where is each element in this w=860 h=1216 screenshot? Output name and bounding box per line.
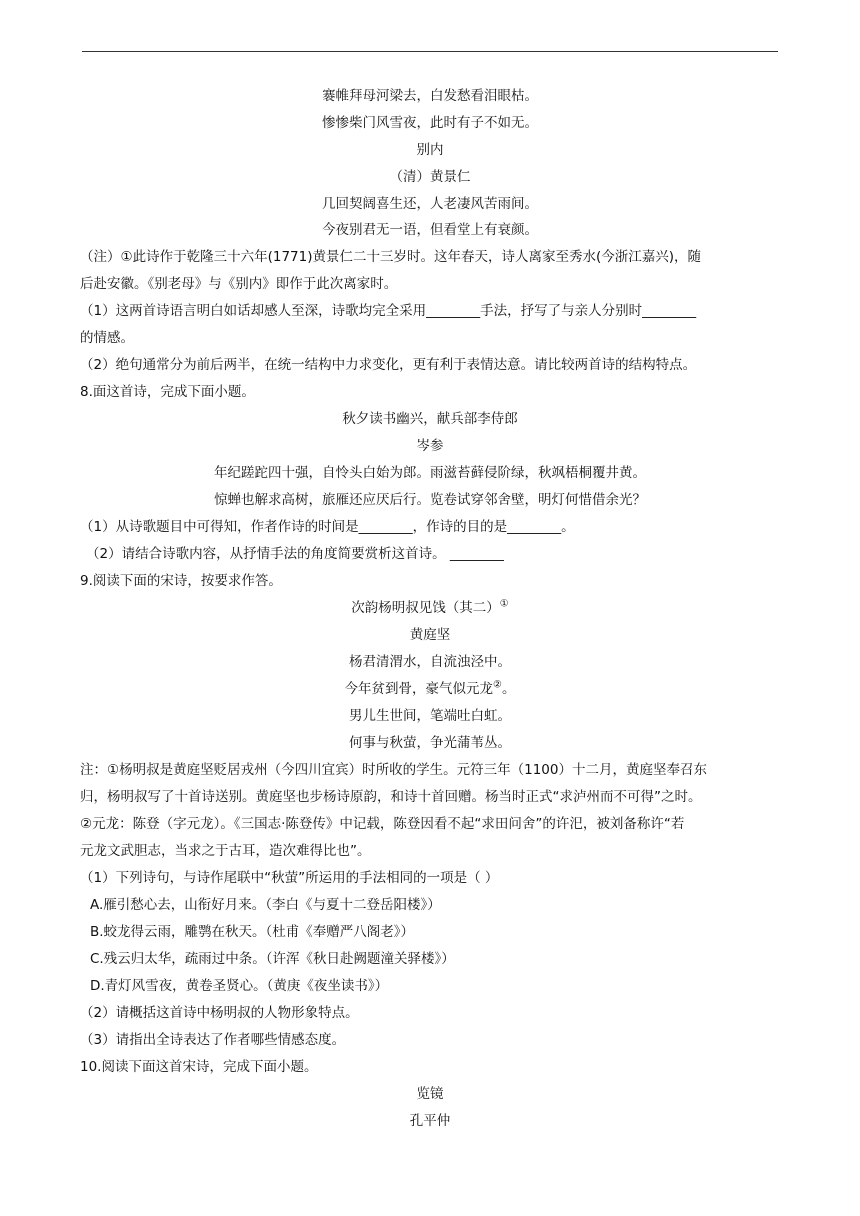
question-line: （2）请概括这首诗中杨明叔的人物形象特点。 xyxy=(80,1005,359,1021)
poem-line: 今夜别君无一语，但看堂上有衰颜。 xyxy=(322,222,538,238)
question-line: （2）绝句通常分为前后两半，在统一结构中力求变化，更有利于表情达意。请比较两首诗的结构特点。 xyxy=(80,357,697,373)
footnote-mark: ② xyxy=(493,679,502,691)
note-line: 归，杨明叔写了十首诗送别。黄庭坚也步杨诗原韵，和诗十首回赠。杨当时正式“求泸州而不可得”之时。 xyxy=(80,789,702,805)
question-line: （2）请结合诗歌内容，从抒情手法的角度简要赏析这首诗。 ________ xyxy=(86,546,504,562)
poem-line: 杨君清渭水，自流浊泾中。 xyxy=(349,654,511,670)
poem-title: 览镜 xyxy=(416,1086,444,1102)
question-heading: 8.面这首诗，完成下面小题。 xyxy=(80,384,255,400)
note-line: ②元龙：陈登（字元龙）。《三国志·陈登传》中记载，陈登因看不起“求田问舍”的许汜，被刘备称许“若 xyxy=(80,816,685,832)
question-heading: 10.阅读下面这首宋诗，完成下面小题。 xyxy=(80,1059,318,1075)
question-line: 的情感。 xyxy=(80,330,134,346)
header-rule xyxy=(82,51,778,52)
option-d: D.青灯风雪夜，黄卷圣贤心。（黄庚《夜坐读书》） xyxy=(90,978,389,994)
note-line: 后赴安徽。《别老母》与《别内》即作于此次离家时。 xyxy=(80,276,398,292)
poem-author: （清）黄景仁 xyxy=(389,169,471,185)
poem-line: 何事与秋萤，争光蒲苇丛。 xyxy=(349,735,511,751)
poem-line: 几回契阔喜生还，人老凄风苦雨间。 xyxy=(322,196,538,212)
option-a: A.雁引愁心去，山衔好月来。（李白《与夏十二登岳阳楼》） xyxy=(90,897,441,913)
poem-line: 惊蝉也解求高树，旅雁还应厌后行。览卷试穿邻舍壁，明灯何惜借余光？ xyxy=(214,492,646,508)
question-heading: 9.阅读下面的宋诗，按要求作答。 xyxy=(80,573,282,589)
question-line: （1）这两首诗语言明白如话却感人至深，诗歌均完全采用________手法，抒写了与亲人分别时________ xyxy=(80,303,697,319)
option-b: B.蛟龙得云雨，雕鹗在秋天。（杜甫《奉赠严八阁老》） xyxy=(90,924,415,940)
poem-title xyxy=(80,598,780,618)
poem-line xyxy=(80,679,780,699)
option-c: C.残云归太华，疏雨过中条。（许浑《秋日赴阙题潼关驿楼》） xyxy=(90,951,455,967)
footnote-mark: ① xyxy=(499,598,509,610)
poem-line: 褰帷拜母河梁去，白发愁看泪眼枯。 xyxy=(322,88,538,104)
poem-author: 岑参 xyxy=(416,438,444,454)
poem-line-end: 。 xyxy=(501,681,516,697)
poem-line: 男儿生世间，笔端吐白虹。 xyxy=(349,708,511,724)
note-line: 注：①杨明叔是黄庭坚贬居戎州（今四川宜宾）时所收的学生。元符三年（1100）十二月，黄庭坚奉召东 xyxy=(80,762,707,778)
question-line: （3）请指出全诗表达了作者哪些情感态度。 xyxy=(80,1032,346,1048)
poem-line: 惨惨柴门风雪夜，此时有子不如无。 xyxy=(322,115,538,131)
poem-title: 别内 xyxy=(416,142,444,158)
question-line: （1）下列诗句，与诗作尾联中“秋萤”所运用的手法相同的一项是（ ） xyxy=(80,870,499,886)
poem-author: 孔平仲 xyxy=(409,1113,451,1129)
poem-author: 黄庭坚 xyxy=(409,627,451,643)
note-line: 元龙文武胆志，当求之于古耳，造次难得比也”。 xyxy=(80,843,371,859)
question-line: （1）从诗歌题目中可得知，作者作诗的时间是________，作诗的目的是________。 xyxy=(80,519,575,535)
poem-title-text: 次韵杨明叔见饯（其二） xyxy=(351,600,500,616)
poem-line-text: 今年贫到骨，豪气似元龙 xyxy=(344,681,494,697)
note-line: （注）①此诗作于乾隆三十六年(1771)黄景仁二十三岁时。这年春天，诗人离家至秀水(今浙江嘉兴)，随 xyxy=(80,249,702,265)
poem-title: 秋夕读书幽兴，献兵部李侍郎 xyxy=(342,411,518,427)
poem-line: 年纪蹉跎四十强，自怜头白始为郎。雨滋苔藓侵阶绿，秋飒梧桐覆井黄。 xyxy=(214,465,646,481)
